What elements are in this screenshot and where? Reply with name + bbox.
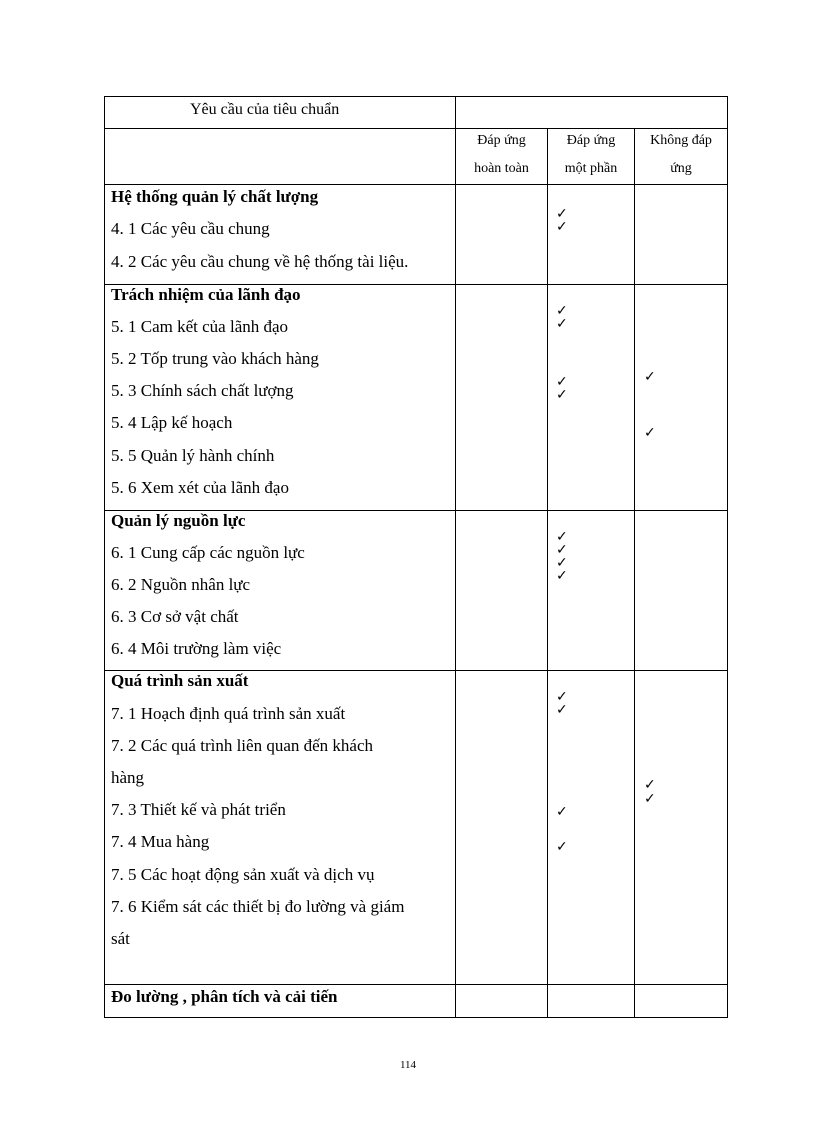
list-item: 7. 4 Mua hàng (111, 832, 210, 851)
column-header-full (456, 132, 547, 178)
checkmark-icon: ✓ (556, 303, 568, 319)
section-title: Hệ thống quản lý chất lượng (111, 187, 319, 206)
section-title: Quản lý nguồn lực (111, 511, 246, 530)
checkmark-icon: ✓ (644, 425, 656, 441)
list-item: 6. 2 Nguồn nhân lực (111, 575, 251, 594)
page-number: 114 (399, 1059, 417, 1071)
header-title: Yêu cầu của tiêu chuẩn (190, 101, 340, 118)
table-rule (634, 128, 635, 1018)
column-header-line: ứng (670, 161, 692, 176)
list-item: 5. 2 Tốp trung vào khách hàng (111, 349, 319, 368)
checkmark-icon: ✓ (556, 804, 568, 820)
table-rule (727, 96, 728, 1018)
column-header-line: Đáp ứng (566, 133, 616, 148)
table-rule (547, 128, 548, 1018)
checkmark-icon: ✓ (556, 542, 568, 558)
table-rule (455, 96, 456, 1018)
list-item: 6. 4 Môi trường làm việc (111, 639, 282, 658)
list-item: 4. 2 Các yêu cầu chung về hệ thống tài liệu. (111, 252, 409, 271)
checkmark-icon: ✓ (556, 219, 568, 235)
checkmark-icon: ✓ (556, 529, 568, 545)
column-header-none (635, 132, 727, 178)
list-item: 6. 1 Cung cấp các nguồn lực (111, 543, 305, 562)
column-header-line: một phần (564, 161, 618, 176)
list-item: 7. 2 Các quá trình liên quan đến khách (111, 736, 374, 755)
checkmark-icon: ✓ (556, 689, 568, 705)
checkmark-icon: ✓ (644, 777, 656, 793)
checkmark-icon: ✓ (556, 555, 568, 571)
checkmark-icon: ✓ (556, 702, 568, 718)
column-header-line: Không đáp (650, 133, 712, 148)
checkmark-icon: ✓ (556, 568, 568, 584)
table-rule (104, 96, 728, 97)
table-rule (104, 96, 105, 1018)
checkmark-icon: ✓ (556, 839, 568, 855)
list-item: 4. 1 Các yêu cầu chung (111, 219, 270, 238)
section-title: Đo lường , phân tích và cải tiến (111, 987, 338, 1006)
list-item: 5. 3 Chính sách chất lượng (111, 381, 294, 400)
list-item: 5. 5 Quản lý hành chính (111, 446, 275, 465)
list-item: 5. 4 Lập kế hoạch (111, 413, 233, 432)
section-title: Quá trình sản xuất (111, 671, 249, 690)
list-item: 6. 3 Cơ sở vật chất (111, 607, 239, 626)
list-item: 7. 1 Hoạch định quá trình sản xuất (111, 704, 346, 723)
list-item: hàng (111, 768, 145, 787)
list-item: 7. 5 Các hoạt động sản xuất và dịch vụ (111, 865, 375, 884)
list-item: 5. 6 Xem xét của lãnh đạo (111, 478, 289, 497)
list-item: sát (111, 929, 130, 948)
checkmark-icon: ✓ (556, 316, 568, 332)
requirements-table (104, 96, 728, 1018)
section-title: Trách nhiệm của lãnh đạo (111, 285, 301, 304)
column-header-line: hoàn toàn (474, 161, 529, 176)
list-item: 7. 6 Kiểm sát các thiết bị đo lường và giám (111, 897, 405, 916)
checkmark-icon: ✓ (556, 387, 568, 403)
checkmark-icon: ✓ (644, 791, 656, 807)
column-header-partial (548, 132, 634, 178)
column-header-line: Đáp ứng (477, 133, 526, 148)
list-item: 5. 1 Cam kết của lãnh đạo (111, 317, 289, 336)
checkmark-icon: ✓ (644, 369, 656, 385)
list-item: 7. 3 Thiết kế và phát triển (111, 800, 286, 819)
checkmark-icon: ✓ (556, 374, 568, 390)
checkmark-icon: ✓ (556, 206, 568, 222)
